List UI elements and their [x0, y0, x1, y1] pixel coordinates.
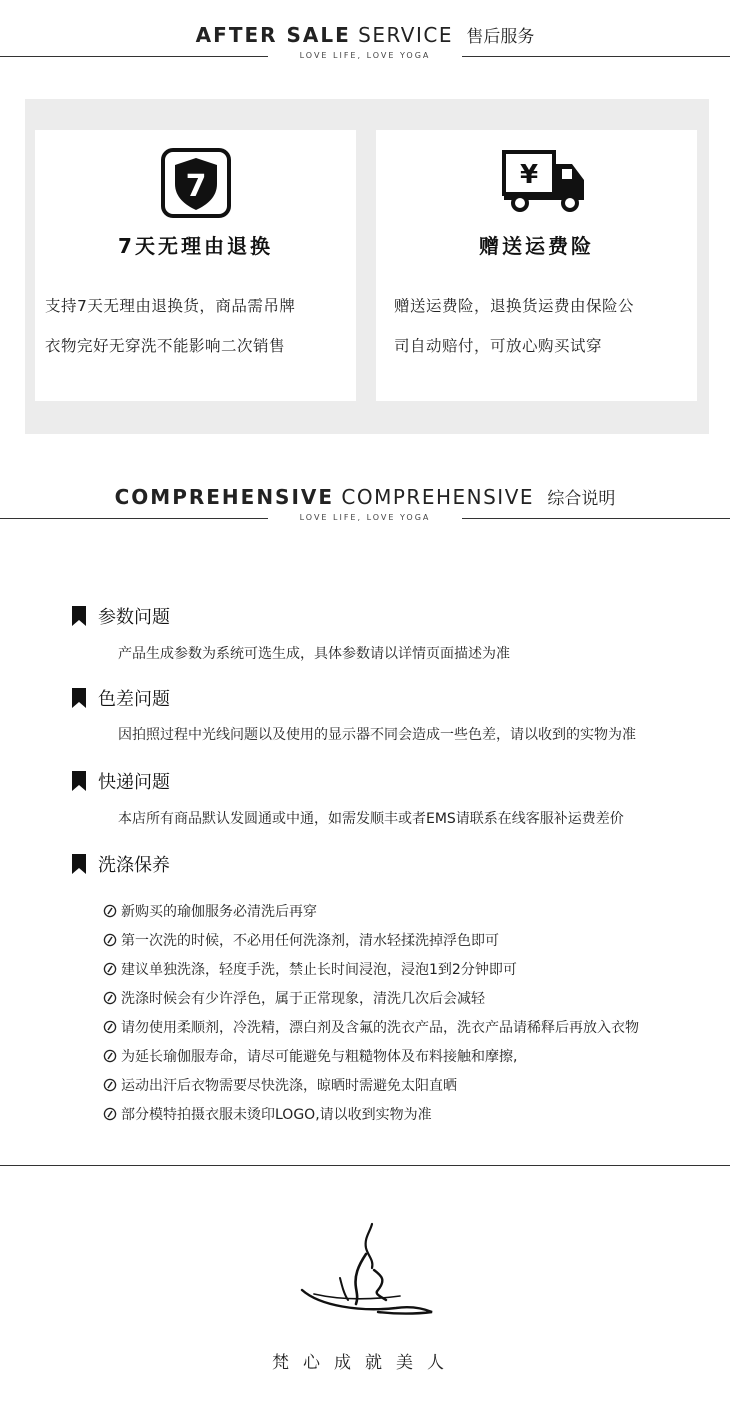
- bookmark-icon: [72, 771, 86, 791]
- card-shipping-insurance: [376, 130, 697, 401]
- divider-right: [462, 518, 730, 519]
- care-item: 第一次洗的时候，不必用任何洗涤剂，清水轻揉洗掉浮色即可: [103, 925, 639, 954]
- yoga-figure-logo: [300, 1220, 435, 1320]
- circle-slash-icon: [103, 933, 117, 947]
- care-item: 新购买的瑜伽服务必清洗后再穿: [103, 896, 639, 925]
- circle-slash-icon: [103, 991, 117, 1005]
- circle-slash-icon: [103, 1107, 117, 1121]
- care-item: 运动出汗后衣物需要尽快洗涤，晾晒时需避免太阳直晒: [103, 1070, 639, 1099]
- after-sale-title-cn: 售后服务: [466, 27, 535, 47]
- care-item: 洗涤时候会有少许浮色，属于正常现象，清洗几次后会减轻: [103, 983, 639, 1012]
- after-sale-title-bold: AFTER SALE: [195, 23, 351, 47]
- after-sale-title: [0, 22, 730, 47]
- brand-slogan: 梵心成就美人: [272, 1353, 458, 1373]
- item-text: 本店所有商品默认发圆通或中通，如需发顺丰或者EMS请联系在线客服补运费差价: [118, 811, 624, 827]
- delivery-truck-icon: [500, 148, 588, 214]
- item-title: 参数问题: [98, 607, 170, 628]
- care-item: 为延长瑜伽服寿命，请尽可能避免与粗糙物体及布料接触和摩擦,: [103, 1041, 639, 1070]
- item-title: 洗涤保养: [98, 855, 170, 876]
- circle-slash-icon: [103, 1049, 117, 1063]
- item-delivery: [72, 768, 170, 794]
- card-return-desc: [45, 286, 350, 366]
- care-item: 建议单独洗涤，轻度手洗，禁止长时间浸泡，浸泡1到2分钟即可: [103, 954, 639, 983]
- item-text: 产品生成参数为系统可选生成，具体参数请以详情页面描述为准: [118, 646, 510, 662]
- shield-7-icon: [161, 148, 231, 218]
- card-return: [35, 130, 356, 401]
- bookmark-icon: [72, 688, 86, 708]
- circle-slash-icon: [103, 904, 117, 918]
- item-parameters: [72, 603, 170, 629]
- card-return-line: 衣物完好无穿洗不能影响二次销售: [45, 337, 286, 355]
- divider-right: [462, 56, 730, 57]
- card-shipping-line: 司自动赔付，可放心购买试穿: [394, 337, 603, 355]
- bottom-divider: [0, 1165, 730, 1166]
- item-washing-care: [72, 851, 170, 877]
- care-list: [103, 896, 639, 1128]
- care-item: 部分模特拍摄衣服未烫印LOGO,请以收到实物为准: [103, 1099, 639, 1128]
- comprehensive-title-light: COMPREHENSIVE: [341, 485, 535, 509]
- card-shipping-desc: [394, 286, 699, 366]
- comprehensive-title-bold: COMPREHENSIVE: [114, 485, 335, 509]
- circle-slash-icon: [103, 962, 117, 976]
- card-shipping-title: 赠送运费险: [479, 234, 594, 258]
- svg-text:7: 7: [185, 169, 207, 204]
- bookmark-icon: [72, 606, 86, 626]
- circle-slash-icon: [103, 1078, 117, 1092]
- comprehensive-subtitle: LOVE LIFE, LOVE YOGA: [299, 513, 431, 522]
- card-shipping-line: 赠送运费险，退换货运费由保险公: [394, 297, 635, 315]
- card-return-line: 支持7天无理由退换货，商品需吊牌: [45, 297, 296, 315]
- circle-slash-icon: [103, 1020, 117, 1034]
- card-return-title: 7天无理由退换: [118, 234, 273, 258]
- svg-text:¥: ¥: [519, 160, 539, 190]
- comprehensive-header: [0, 484, 730, 522]
- comprehensive-title: [0, 484, 730, 509]
- item-title: 色差问题: [98, 689, 170, 710]
- after-sale-header: [0, 22, 730, 60]
- comprehensive-title-cn: 综合说明: [547, 489, 616, 509]
- item-color-difference: [72, 685, 170, 711]
- bookmark-icon: [72, 854, 86, 874]
- divider-left: [0, 518, 268, 519]
- item-title: 快递问题: [98, 772, 170, 793]
- item-text: 因拍照过程中光线问题以及使用的显示器不同会造成一些色差，请以收到的实物为准: [118, 727, 636, 743]
- divider-left: [0, 56, 268, 57]
- care-item: 请勿使用柔顺剂，冷洗精，漂白剂及含氟的洗衣产品，洗衣产品请稀释后再放入衣物: [103, 1012, 639, 1041]
- after-sale-subtitle: LOVE LIFE, LOVE YOGA: [299, 51, 431, 60]
- after-sale-title-light: SERVICE: [358, 23, 453, 47]
